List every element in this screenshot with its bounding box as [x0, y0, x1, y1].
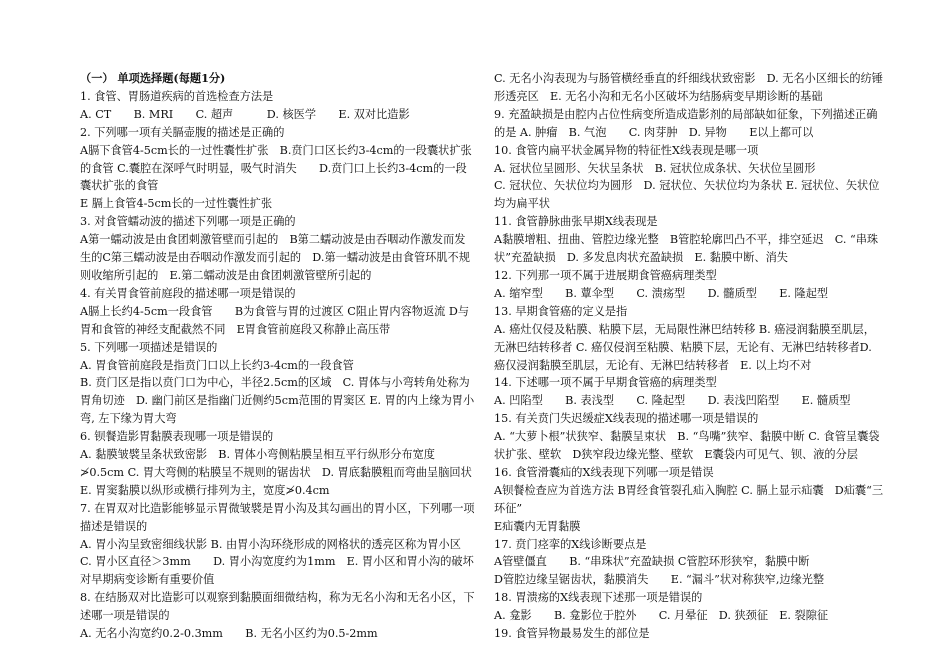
- question-line: A. 癌灶仅侵及粘膜、粘膜下层，无局限性淋巴结转移 B. 癌浸润黏膜至肌层，无淋巴结转移者 C. 癌仅侵润至粘膜、粘膜下层，无论有、无淋巴结转移者D. 癌仅浸润黏膜至肌层，无论有、无淋巴结转移者 E. 以上均不对: [494, 322, 876, 372]
- question-line: 13. 早期食管癌的定义是指: [494, 304, 628, 318]
- question-line: E 膈上食管4-5cm长的一过性囊性扩张: [80, 197, 273, 211]
- question-line: A. 胃小沟呈致密细线状影 B. 由胃小沟环绕形成的网格状的透亮区称为胃小区 C. 胃小区直径＞3mm D. 胃小沟宽度约为1mm E. 胃小区和胃小沟的破坏对早期病变诊断有重要价值: [80, 537, 474, 587]
- question-line: 8. 在结肠双对比造影可以观察到黏膜面细微结构，称为无名小沟和无名小区，下述哪一项是错误的: [80, 591, 475, 623]
- question-line: A. 胃食管前庭段是指贲门口以上长约3-4cm的一段食管: [80, 358, 354, 372]
- question-line: A. “大萝卜根”状狭窄、黏膜呈束状 B. “鸟嘴”狭窄、黏膜中断 C. 食管呈囊袋状扩张、壁软 D狭窄段边缘光整、壁软 E囊袋内可见气、钡、液的分层: [494, 430, 880, 462]
- right-column: [494, 70, 886, 643]
- question-line: A膈上长约4-5cm一段食管 B为食管与胃的过渡区 C阻止胃内容物返流 D与胃和食管的神经支配截然不同 E胃食管前庭段又称静止高压带: [80, 304, 470, 336]
- question-line: 4. 有关胃食管前庭段的描述哪一项是错误的: [80, 286, 296, 300]
- question-line: A. 黏膜皱襞呈条状致密影 B. 胃体小弯侧粘膜呈相互平行纵形分布宽度≯0.5cm C. 胃大弯侧的粘膜呈不规则的锯齿状 D. 胃底黏膜粗而弯曲呈脑回状: [80, 448, 472, 479]
- question-line: A. 冠状位呈圆形、矢状呈条状 B. 冠状位成条状、矢状位呈圆形: [494, 161, 816, 175]
- section-heading: （一） 单项选择题(每题1分): [80, 71, 226, 85]
- question-line: A第一蠕动波是由食团刺激管壁而引起的 B第二蠕动波是由吞咽动作激发而发生的C第三蠕动波是由吞咽动作激发而引起的 D.第一蠕动波是由食管环肌不规则收缩所引起的 E.第二蠕动波是由食团刺激管壁所引起的: [80, 233, 470, 282]
- question-line: D管腔边缘呈锯齿状，黏膜消失 E. “漏斗”状对称狭窄,边缘光整: [494, 573, 825, 587]
- left-column: [80, 70, 476, 643]
- question-line: A. 龛影 B. 龛影位于腔外 C. 月晕征 D. 狭颈征 E. 裂隙征: [494, 609, 829, 623]
- question-line: A钡餐检查应为首选方法 B胃经食管裂孔疝入胸腔 C. 膈上显示疝囊 D疝囊“三环征”: [494, 483, 884, 515]
- question-line: 6. 钡餐造影胃黏膜表现哪一项是错误的: [80, 430, 274, 444]
- question-line: 9. 充盈缺损是由腔内占位性病变所造成造影剂的局部缺如征象，下列描述正确的是 A. 肿瘤 B. 气泡 C. 肉芽肿 D. 异物 E以上都可以: [494, 107, 878, 139]
- question-line: 12. 下列那一项不属于进展期食管癌病理类型: [494, 268, 717, 282]
- question-line: B. 贲门区是指以贲门口为中心，半径2.5cm的区域 C. 胃体与小弯转角处称为胃角切迹 D. 幽门前区是指幽门近侧约5cm范围的胃窦区 E. 胃的内上缘为胃小弯, 左下缘为胃大弯: [80, 376, 475, 426]
- question-line: 2. 下列哪一项有关膈壶腹的描述是正确的: [80, 125, 285, 139]
- question-line: 7. 在胃双对比造影能够显示胃微皱襞是胃小沟及其勾画出的胃小区，下列哪一项描述是错误的: [80, 501, 475, 533]
- question-line: 14. 下述哪一项不属于早期食管癌的病理类型: [494, 376, 717, 390]
- question-line: A膈下食管4-5cm长的一过性囊性扩张 B.贲门口区长约3-4cm的一段囊状扩张的食管 C.囊腔在深呼气时明显，吸气时消失 D.贲门口上长约3-4cm的一段囊状扩张的食管: [80, 143, 472, 193]
- question-line: C. 冠状位、矢状位均为圆形 D. 冠状位、矢状位均为条状 E. 冠状位、矢状位均为扁平状: [494, 179, 880, 211]
- question-line: 1. 食管、胃肠道疾病的首选检查方法是: [80, 89, 274, 103]
- question-line: 15. 有关贲门失迟缓症X线表现的描述哪一项是错误的: [494, 412, 759, 426]
- question-line: 18. 胃溃疡的X线表现下述那一项是错误的: [494, 591, 703, 605]
- question-line: 19. 食管异物最易发生的部位是: [494, 627, 650, 641]
- question-line: 10. 食管内扁平状金属异物的特征性X线表现是哪一项: [494, 143, 759, 157]
- question-line: A. 缩窄型 B. 蕈伞型 C. 溃疡型 D. 髓质型 E. 隆起型: [494, 286, 829, 300]
- question-line: A黏膜增粗、扭曲、管腔边缘光整 B管腔轮廓凹凸不平，排空延迟 C. “串珠状”充盈缺损 D. 多发息肉状充盈缺损 E. 黏膜中断、消失: [494, 233, 879, 265]
- question-line: A. 凹陷型 B. 表浅型 C. 隆起型 D. 表浅凹陷型 E. 髓质型: [494, 394, 851, 408]
- question-line: 17. 贲门痉挛的X线诊断要点是: [494, 537, 647, 551]
- question-line: 16. 食管滑囊疝的X线表现下列哪一项是错误: [494, 465, 714, 479]
- question-line: A. 无名小沟宽约0.2-0.3mm B. 无名小区约为0.5-2mm: [80, 627, 378, 641]
- question-line: A. CT B. MRI C. 超声 D. 核医学 E. 双对比造影: [80, 107, 410, 121]
- question-line: E. 胃窦黏膜以纵形或横行排列为主，宽度≯0.4cm: [80, 483, 330, 497]
- question-line: 3. 对食管蠕动波的描述下列哪一项是正确的: [80, 215, 296, 229]
- question-line: C. 无名小沟表现为与肠管横经垂直的纤细线状致密影 D. 无名小区细长的纺锤形透亮区 E. 无名小沟和无名小区破坏为结肠病变早期诊断的基础: [494, 72, 883, 103]
- question-line: 11. 食管静脉曲张早期X线表现是: [494, 215, 658, 229]
- question-line: E疝囊内无胃黏膜: [494, 519, 581, 533]
- question-line: A管壁僵直 B. “串珠状”充盈缺损 C管腔环形狭窄，黏膜中断: [494, 555, 810, 569]
- question-line: 5. 下列哪一项描述是错误的: [80, 340, 218, 354]
